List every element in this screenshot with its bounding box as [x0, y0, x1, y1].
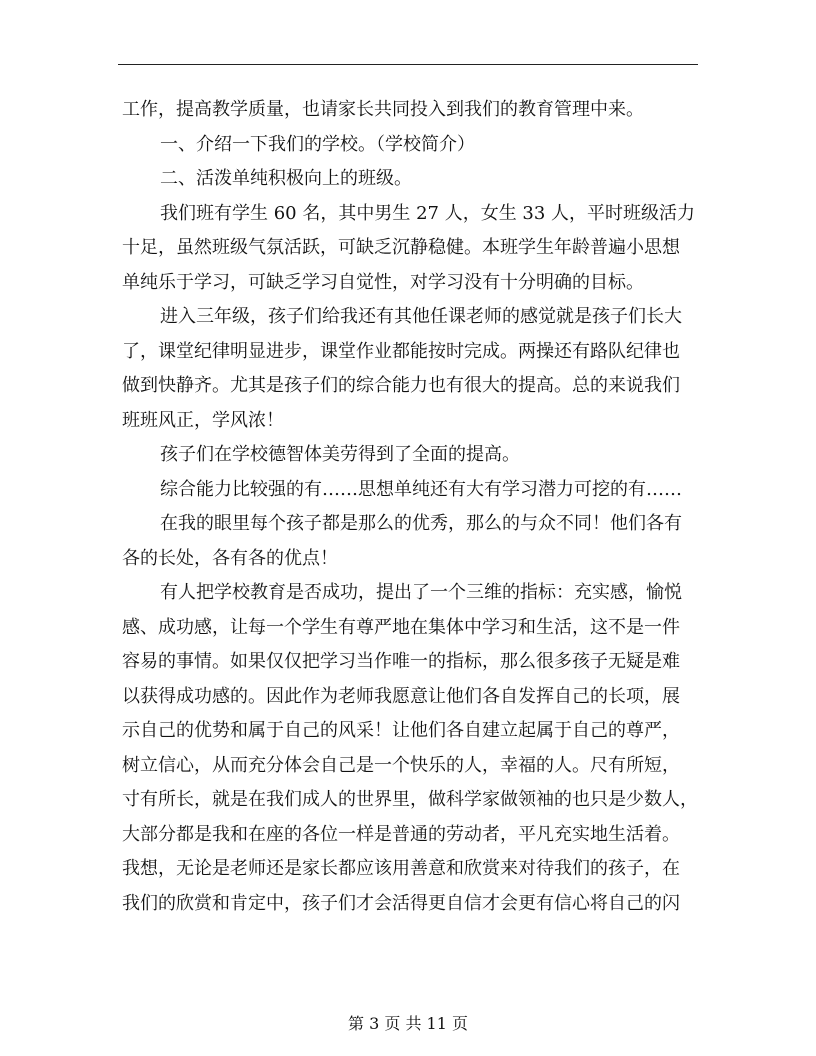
text-line-2: 一、介绍一下我们的学校。（学校简介）	[160, 133, 475, 155]
text-line-11: 孩子们在学校德智体美劳得到了全面的提高。	[160, 444, 520, 465]
text-line-3: 二、活泼单纯积极向上的班级。	[160, 168, 412, 189]
text-line-18: 以获得成功感的。因此作为老师我愿意让他们各自发挥自己的长项，展	[122, 685, 680, 707]
text-line-10: 班班风正，学风浓！	[122, 409, 284, 431]
text-line-9: 做到快静齐。尤其是孩子们的综合能力也有很大的提高。总的来说我们	[122, 375, 680, 396]
text-line-15: 有人把学校教育是否成功，提出了一个三维的指标：充实感，愉悦	[160, 582, 682, 603]
text-line-21: 寸有所长，就是在我们成人的世界里，做科学家做领袖的也只是少数人，	[122, 789, 698, 810]
text-line-12: 综合能力比较强的有……思想单纯还有大有学习潜力可挖的有……	[160, 478, 682, 500]
text-line-1: 工作，提高教学质量，也请家长共同投入到我们的教育管理中来。	[122, 99, 644, 120]
header-rule	[118, 64, 698, 65]
text-line-16: 感、成功感，让每一个学生有尊严地在集体中学习和生活，这不是一件	[122, 616, 680, 638]
text-line-23: 我想，无论是老师还是家长都应该用善意和欣赏来对待我们的孩子，在	[122, 858, 680, 879]
text-line-19: 示自己的优势和属于自己的风采！让他们各自建立起属于自己的尊严，	[122, 720, 680, 741]
text-line-4: 我们班有学生 60 名，其中男生 27 人，女生 33 人，平时班级活力	[160, 202, 696, 224]
text-line-14: 各的长处，各有各的优点！	[122, 547, 338, 569]
page-number: 第 3 页 共 11 页	[348, 1014, 468, 1033]
text-line-22: 大部分都是我和在座的各位一样是普通的劳动者，平凡充实地生活着。	[122, 823, 680, 845]
text-line-17: 容易的事情。如果仅仅把学习当作唯一的指标，那么很多孩子无疑是难	[122, 651, 680, 672]
text-line-5: 十足，虽然班级气氛活跃，可缺乏沉静稳健。本班学生年龄普遍小思想	[122, 237, 680, 258]
document-body	[122, 93, 702, 921]
text-line-6: 单纯乐于学习，可缺乏学习自觉性，对学习没有十分明确的目标。	[122, 271, 644, 293]
text-line-7: 进入三年级，孩子们给我还有其他任课老师的感觉就是孩子们长大	[160, 306, 682, 327]
text-line-8: 了，课堂纪律明显进步，课堂作业都能按时完成。两操还有路队纪律也	[122, 340, 680, 362]
text-line-13: 在我的眼里每个孩子都是那么的优秀，那么的与众不同！他们各有	[160, 513, 682, 534]
text-line-20: 树立信心，从而充分体会自己是一个快乐的人，幸福的人。尺有所短，	[122, 754, 680, 776]
text-line-24: 我们的欣赏和肯定中，孩子们才会活得更自信才会更有信心将自己的闪	[122, 892, 680, 914]
